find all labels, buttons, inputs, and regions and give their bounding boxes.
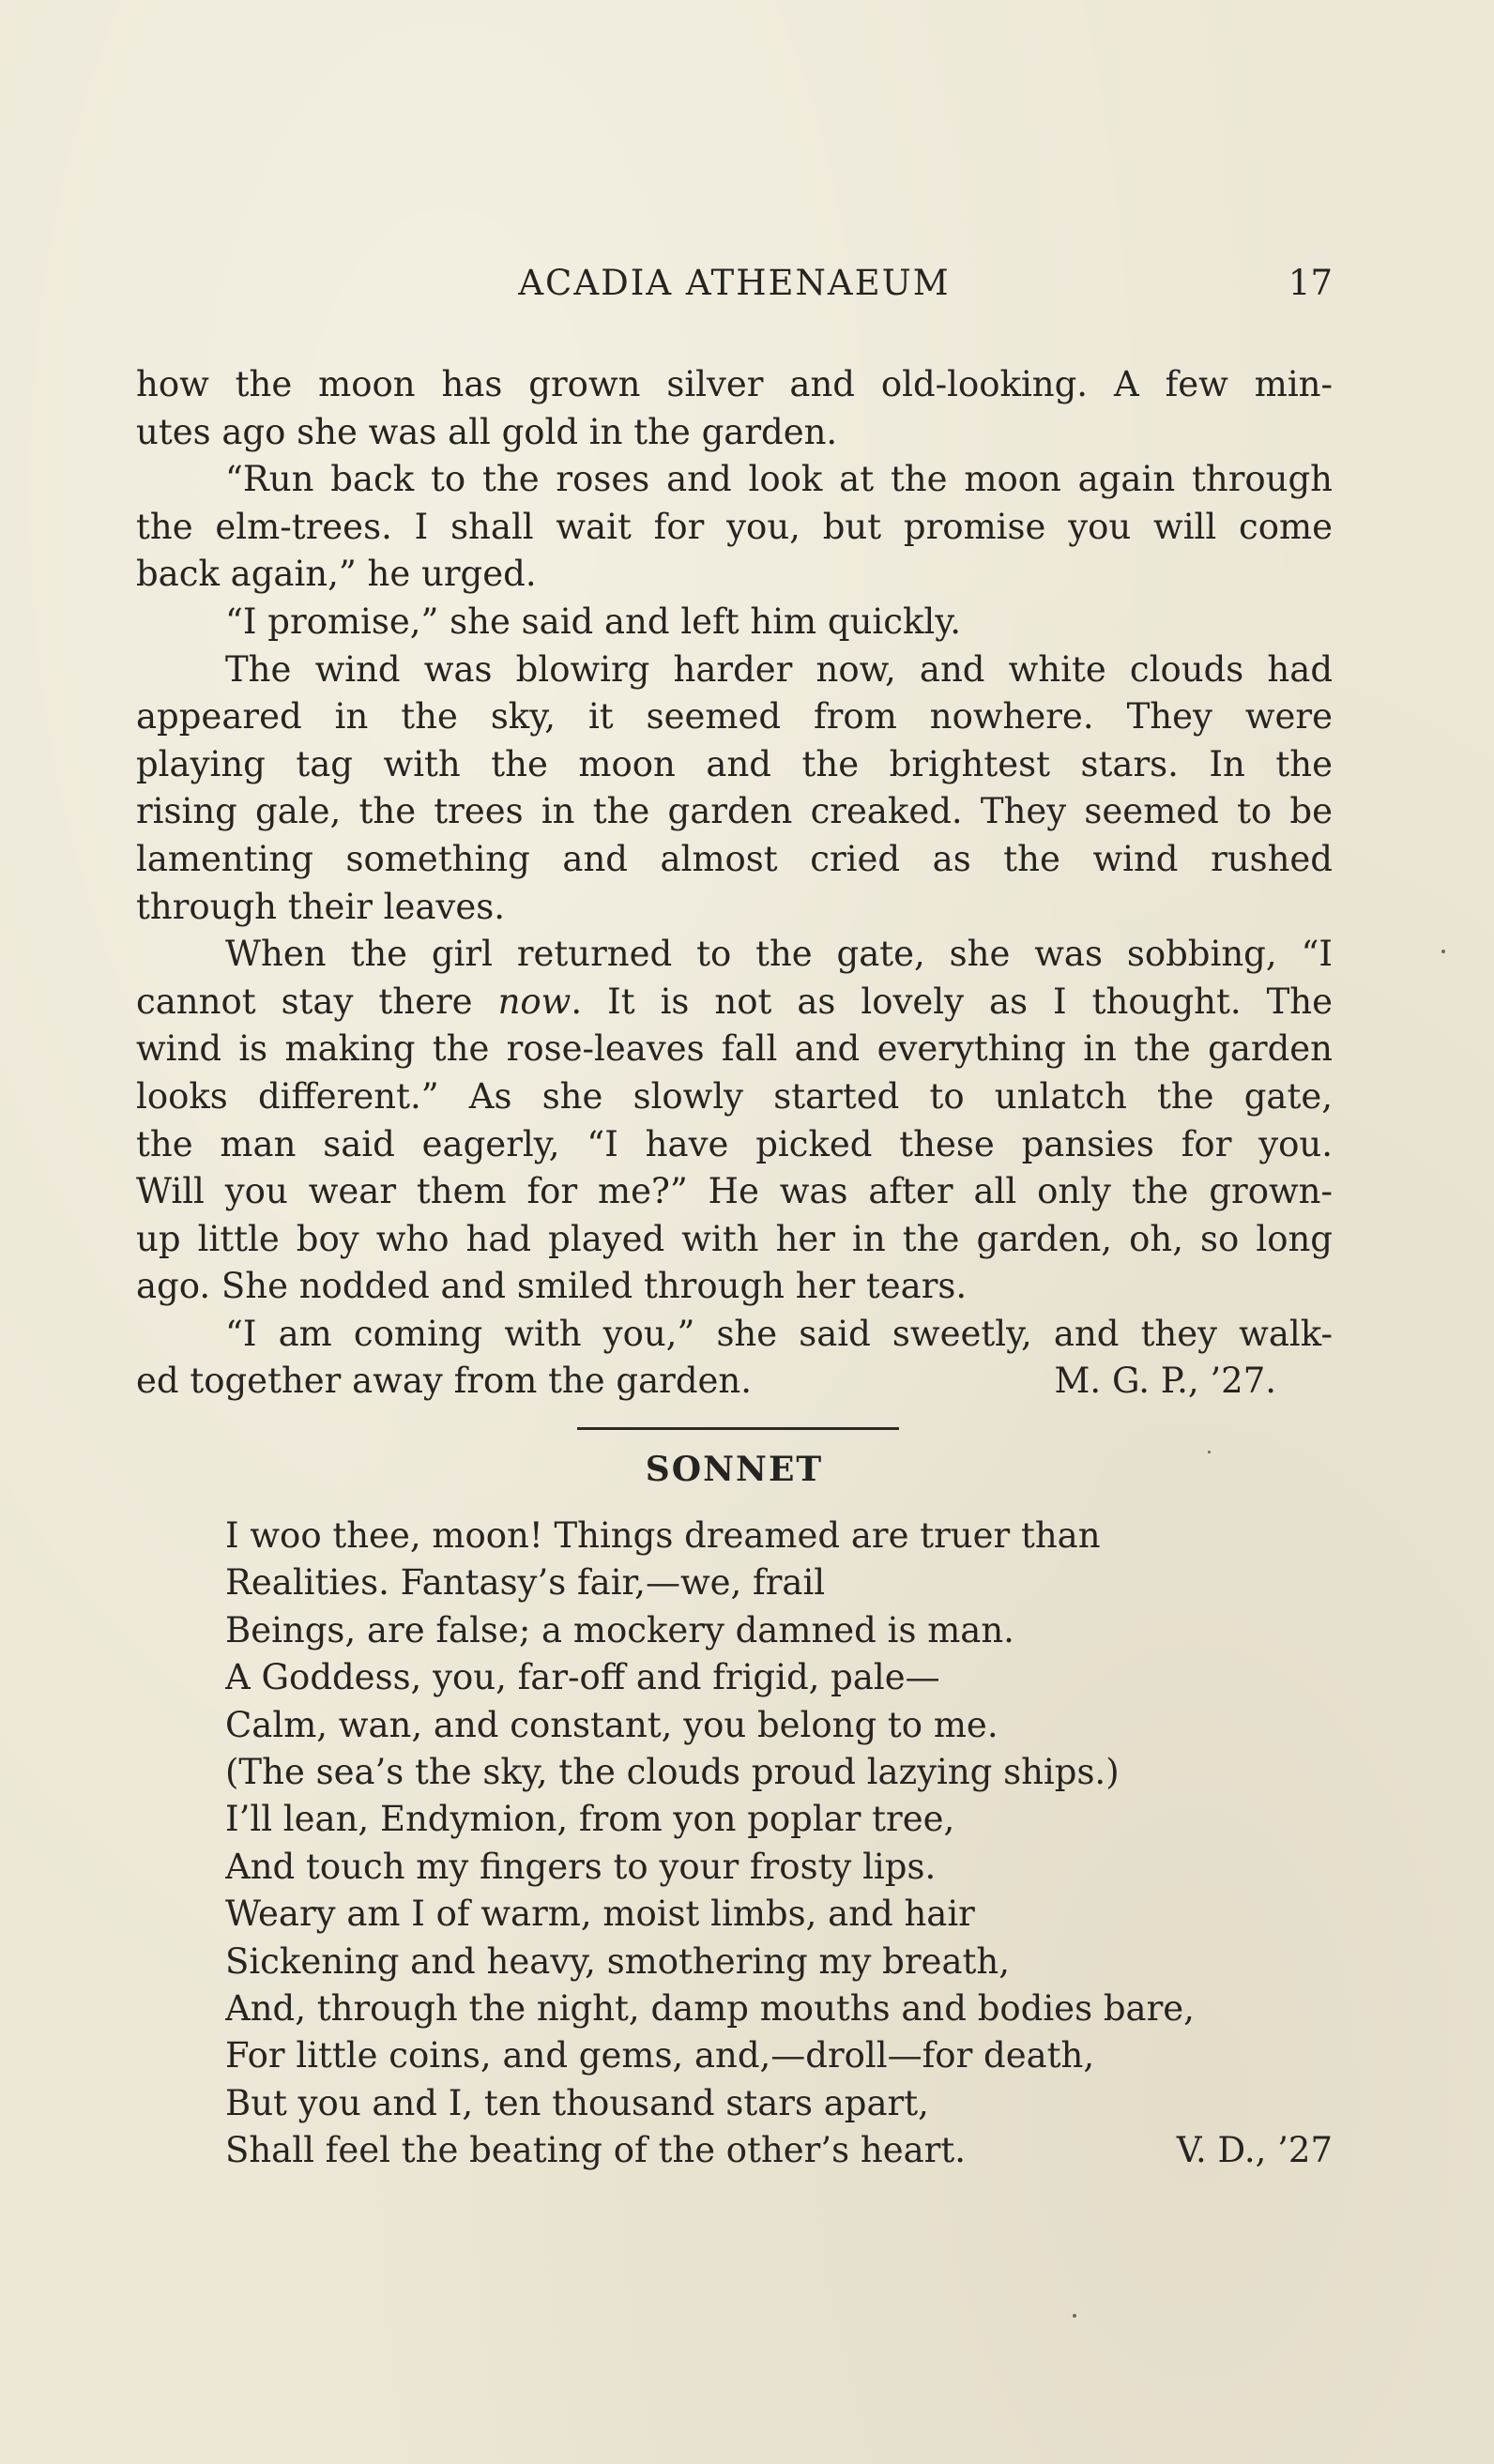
story-line: wind is making the rose-leaves fall and everything in the garden xyxy=(136,1028,1333,1070)
story-line: “I am coming with you,” she said sweetly, and they walk- xyxy=(225,1313,1333,1354)
story-line: the man said eagerly, “I have picked these pansies for you. xyxy=(136,1123,1333,1164)
sonnet-line: Shall feel the beating of the other’s heart. xyxy=(225,2130,966,2171)
story-signature: M. G. P., ’27. xyxy=(1054,1361,1276,1402)
sonnet-line: But you and I, ten thousand stars apart, xyxy=(225,2082,929,2123)
sonnet-line: And touch my fingers to your frosty lips. xyxy=(225,1846,937,1887)
paper-speck xyxy=(1208,1451,1211,1453)
story-text xyxy=(136,361,1333,1406)
running-head xyxy=(136,263,1333,312)
sonnet-line: For little coins, and gems, and,—droll—for death, xyxy=(225,2035,1095,2076)
story-line: “Run back to the roses and look at the moon again through xyxy=(225,459,1333,500)
sonnet-closing-line xyxy=(225,2127,1333,2174)
story-line: playing tag with the moon and the brightest stars. In the xyxy=(136,743,1333,784)
sonnet-line: Beings, are false; a mockery damned is man. xyxy=(225,1609,1014,1650)
story-line: Will you wear them for me?” He was after all only the grown- xyxy=(136,1171,1333,1212)
sonnet-line: And, through the night, damp mouths and bodies bare, xyxy=(225,1987,1195,2029)
sonnet-line: A Goddess, you, far-off and frigid, pale— xyxy=(225,1657,940,1698)
sonnet-line: I’ll lean, Endymion, from yon poplar tree, xyxy=(225,1799,955,1840)
story-line: utes ago she was all gold in the garden. xyxy=(136,411,838,452)
story-line: appeared in the sky, it seemed from nowhere. They were xyxy=(136,696,1333,738)
story-line: rising gale, the trees in the garden creaked. They seemed to be xyxy=(136,791,1333,832)
sonnet-line: Realities. Fantasy’s fair,—we, frail xyxy=(225,1562,826,1604)
story-line: lamenting something and almost cried as the wind rushed xyxy=(136,838,1333,879)
sonnet-title: SONNET xyxy=(645,1450,824,1489)
story-line: through their leaves. xyxy=(136,886,505,927)
story-line: The wind was blowirg harder now, and white clouds had xyxy=(225,648,1333,690)
page-number: 17 xyxy=(1288,263,1333,303)
sonnet-line: Sickening and heavy, smothering my breath, xyxy=(225,1940,1010,1982)
sonnet-text xyxy=(225,1513,1333,2174)
story-line: looks different.” As she slowly started to unlatch the gate, xyxy=(136,1075,1333,1117)
paper-speck xyxy=(1073,2314,1076,2318)
story-line: cannot stay there now. It is not as lovely as I thought. The xyxy=(136,981,1333,1022)
story-line: ed together away from the garden. xyxy=(136,1361,753,1402)
story-closing-line xyxy=(136,1358,1333,1406)
story-line: the elm-trees. I shall wait for you, but promise you will come xyxy=(136,506,1333,547)
story-line: “I promise,” she said and left him quickly. xyxy=(225,601,961,642)
story-line: up little boy who had played with her in the garden, oh, so long xyxy=(136,1218,1333,1259)
story-line: how the moon has grown silver and old-looking. A few min- xyxy=(136,364,1333,404)
story-line: back again,” he urged. xyxy=(136,554,537,595)
emphasized-word: now xyxy=(497,981,572,1022)
section-divider xyxy=(577,1427,899,1430)
sonnet-line: Weary am I of warm, moist limbs, and hair xyxy=(225,1894,975,1935)
sonnet-line: Calm, wan, and constant, you belong to me. xyxy=(225,1704,999,1745)
sonnet-line: (The sea’s the sky, the clouds proud lazying ships.) xyxy=(225,1751,1120,1792)
running-title: ACADIA ATHENAEUM xyxy=(518,263,951,303)
paper-speck xyxy=(1441,950,1445,953)
sonnet-line: I woo thee, moon! Things dreamed are truer than xyxy=(225,1515,1101,1556)
story-line: ago. She nodded and smiled through her tears. xyxy=(136,1266,968,1307)
sonnet-signature: V. D., ’27 xyxy=(1176,2130,1333,2171)
story-line: When the girl returned to the gate, she was sobbing, “I xyxy=(225,934,1333,975)
